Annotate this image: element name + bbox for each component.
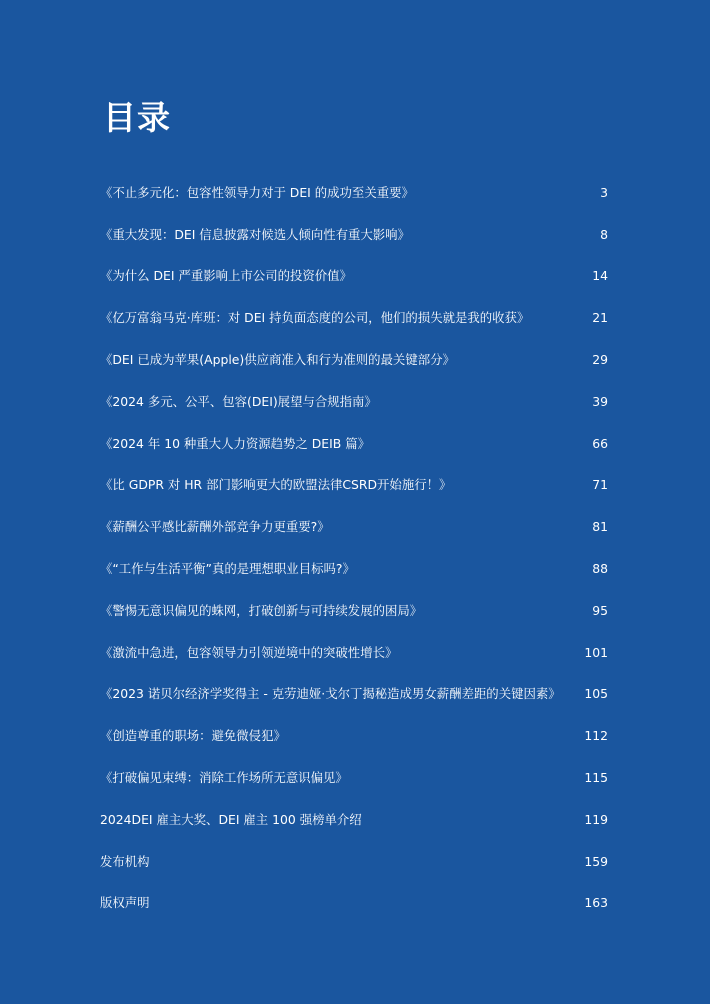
toc-entry-title: 《创造尊重的职场：避免微侵犯》 [100,728,286,744]
toc-entry[interactable] [100,883,610,925]
toc-entry-page-number: 101 [584,644,608,660]
toc-entry[interactable] [100,757,610,799]
toc-entry[interactable] [100,297,610,339]
toc-entry-page-number: 105 [584,686,608,702]
toc-entry-page-number: 3 [600,184,608,200]
toc-entry[interactable] [100,339,610,381]
toc-entry-title: 《2024 多元、公平、包容(DEI)展望与合规指南》 [100,393,377,409]
toc-entry[interactable] [100,465,610,507]
toc-entry-title: 2024DEI 雇主大奖、DEI 雇主 100 强榜单介绍 [100,811,362,827]
toc-entry-page-number: 29 [592,352,608,368]
toc-entry-title: 版权声明 [100,895,150,911]
toc-entry[interactable] [100,674,610,716]
toc-entry-title: 《DEI 已成为苹果(Apple)供应商准入和行为准则的最关键部分》 [100,352,455,368]
toc-entry-page-number: 14 [592,268,608,284]
toc-entry[interactable] [100,632,610,674]
toc-entry-title: 《比 GDPR 对 HR 部门影响更大的欧盟法律CSRD开始施行！》 [100,477,452,493]
toc-entry[interactable] [100,548,610,590]
toc-entry-title: 《2023 诺贝尔经济学奖得主 - 克劳迪娅·戈尔丁揭秘造成男女薪酬差距的关键因素》 [100,686,561,702]
toc-entry-page-number: 39 [592,393,608,409]
toc-entry-page-number: 119 [584,811,608,827]
toc-entry[interactable] [100,423,610,465]
toc-entry[interactable] [100,799,610,841]
toc-entry-page-number: 115 [584,770,608,786]
toc-entry[interactable] [100,214,610,256]
toc-list [100,172,610,924]
toc-entry-page-number: 112 [584,728,608,744]
toc-entry-title: 《亿万富翁马克·库班：对 DEI 持负面态度的公司，他们的损失就是我的收获》 [100,310,530,326]
toc-entry[interactable] [100,172,610,214]
toc-entry-page-number: 95 [592,602,608,618]
toc-entry-title: 《不止多元化：包容性领导力对于 DEI 的成功至关重要》 [100,184,414,200]
toc-entry[interactable] [100,590,610,632]
page-title: 目录 [103,98,171,137]
toc-entry[interactable] [100,256,610,298]
toc-entry[interactable] [100,506,610,548]
toc-entry[interactable] [100,381,610,423]
toc-entry-title: 《重大发现：DEI 信息披露对候选人倾向性有重大影响》 [100,226,410,242]
toc-entry-page-number: 71 [592,477,608,493]
toc-entry-title: 《为什么 DEI 严重影响上市公司的投资价值》 [100,268,352,284]
toc-entry-page-number: 163 [584,895,608,911]
toc-entry-page-number: 66 [592,435,608,451]
toc-entry-title: 《“工作与生活平衡”真的是理想职业目标吗?》 [100,561,355,577]
toc-entry-title: 发布机构 [100,853,150,869]
toc-entry-title: 《薪酬公平感比薪酬外部竞争力更重要?》 [100,519,330,535]
toc-entry-title: 《打破偏见束缚：消除工作场所无意识偏见》 [100,770,348,786]
toc-entry-title: 《警惕无意识偏见的蛛网，打破创新与可持续发展的困局》 [100,602,423,618]
toc-entry[interactable] [100,715,610,757]
toc-entry[interactable] [100,841,610,883]
toc-entry-title: 《激流中急进，包容领导力引领逆境中的突破性增长》 [100,644,398,660]
toc-entry-page-number: 21 [592,310,608,326]
toc-entry-page-number: 88 [592,561,608,577]
toc-entry-page-number: 159 [584,853,608,869]
toc-entry-page-number: 8 [600,226,608,242]
toc-entry-page-number: 81 [592,519,608,535]
toc-entry-title: 《2024 年 10 种重大人力资源趋势之 DEIB 篇》 [100,435,370,451]
